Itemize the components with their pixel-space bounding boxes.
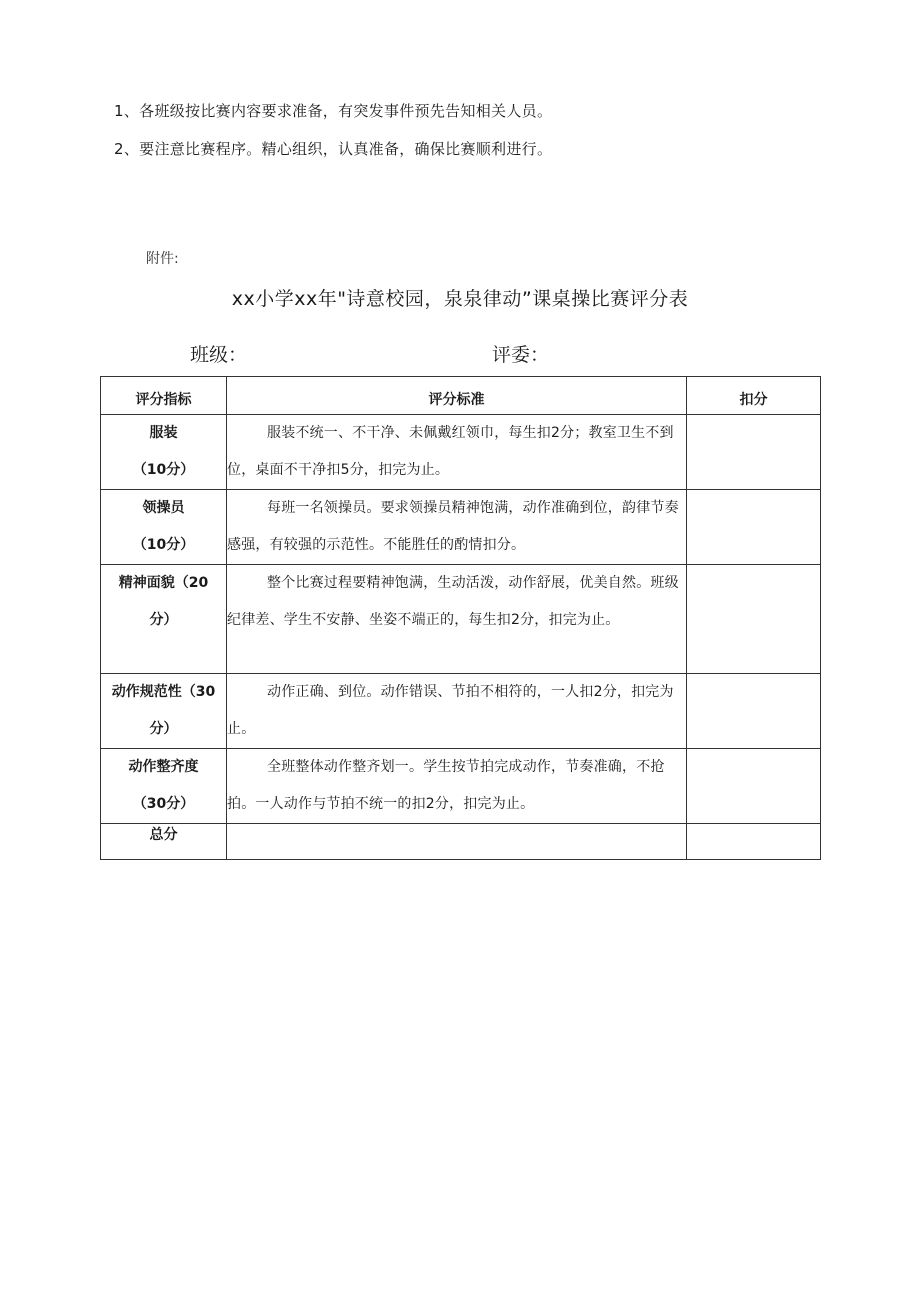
total-row [101, 824, 821, 860]
deduction-cell[interactable] [687, 674, 821, 749]
table-row [101, 565, 821, 674]
page-title: xx小学xx年"诗意校园，泉泉律动”课桌操比赛评分表 [231, 288, 689, 310]
deduction-cell[interactable] [687, 415, 821, 490]
standard-cell [227, 674, 687, 749]
criterion-name: 动作整齐度 [128, 759, 199, 775]
criterion-name: 服装 [149, 425, 178, 441]
deduction-cell[interactable] [687, 565, 821, 674]
criterion-name: 领操员 [142, 500, 185, 516]
standard-cell [227, 749, 687, 824]
criterion-points: （10分） [132, 462, 195, 478]
standard-text: 服装不统一、不干净、未佩戴红领巾，每生扣2分；教室卫生不到位，桌面不干净扣5分，扣完为止。 [227, 425, 674, 478]
header-standard: 评分标准 [227, 377, 687, 415]
standard-cell [227, 565, 687, 674]
table-row [101, 749, 821, 824]
deduction-cell[interactable] [687, 749, 821, 824]
total-standard-cell [227, 824, 687, 860]
standard-text: 全班整体动作整齐划一。学生按节拍完成动作，节奏准确，不抢拍。一人动作与节拍不统一的扣2分，扣完为止。 [227, 759, 665, 812]
scoring-table [100, 376, 821, 860]
header-criterion: 评分指标 [101, 377, 227, 415]
header-deduction: 扣分 [687, 377, 821, 415]
table-row [101, 674, 821, 749]
total-label: 总分 [101, 824, 227, 860]
standard-cell [227, 415, 687, 490]
criterion-cell [101, 565, 227, 674]
criterion-points: 分） [149, 721, 178, 737]
criterion-cell [101, 490, 227, 565]
table-row [101, 490, 821, 565]
judge-label: 评委： [492, 344, 550, 366]
class-label: 班级： [190, 344, 248, 366]
note-2: 2、要注意比赛程序。精心组织，认真准备，确保比赛顺利进行。 [114, 140, 553, 158]
criterion-cell [101, 674, 227, 749]
standard-text: 动作正确、到位。动作错误、节拍不相符的，一人扣2分，扣完为止。 [227, 684, 674, 737]
criterion-cell [101, 415, 227, 490]
note-1: 1、各班级按比赛内容要求准备，有突发事件预先告知相关人员。 [114, 102, 553, 120]
standard-text: 整个比赛过程要精神饱满，生动活泼，动作舒展，优美自然。班级纪律差、学生不安静、坐姿不端正的，每生扣2分，扣完为止。 [227, 575, 679, 628]
attachment-label: 附件: [146, 251, 179, 267]
total-deduction-cell[interactable] [687, 824, 821, 860]
table-row [101, 415, 821, 490]
deduction-cell[interactable] [687, 490, 821, 565]
standard-text: 每班一名领操员。要求领操员精神饱满，动作准确到位，韵律节奏感强，有较强的示范性。不能胜任的酌情扣分。 [227, 500, 679, 553]
criterion-points: 分） [149, 612, 178, 628]
table-header-row [101, 377, 821, 415]
criterion-name: 精神面貌（20 [118, 575, 209, 591]
criterion-name: 动作规范性（30 [111, 684, 216, 700]
standard-cell [227, 490, 687, 565]
criterion-points: （30分） [132, 796, 195, 812]
criterion-cell [101, 749, 227, 824]
criterion-points: （10分） [132, 537, 195, 553]
